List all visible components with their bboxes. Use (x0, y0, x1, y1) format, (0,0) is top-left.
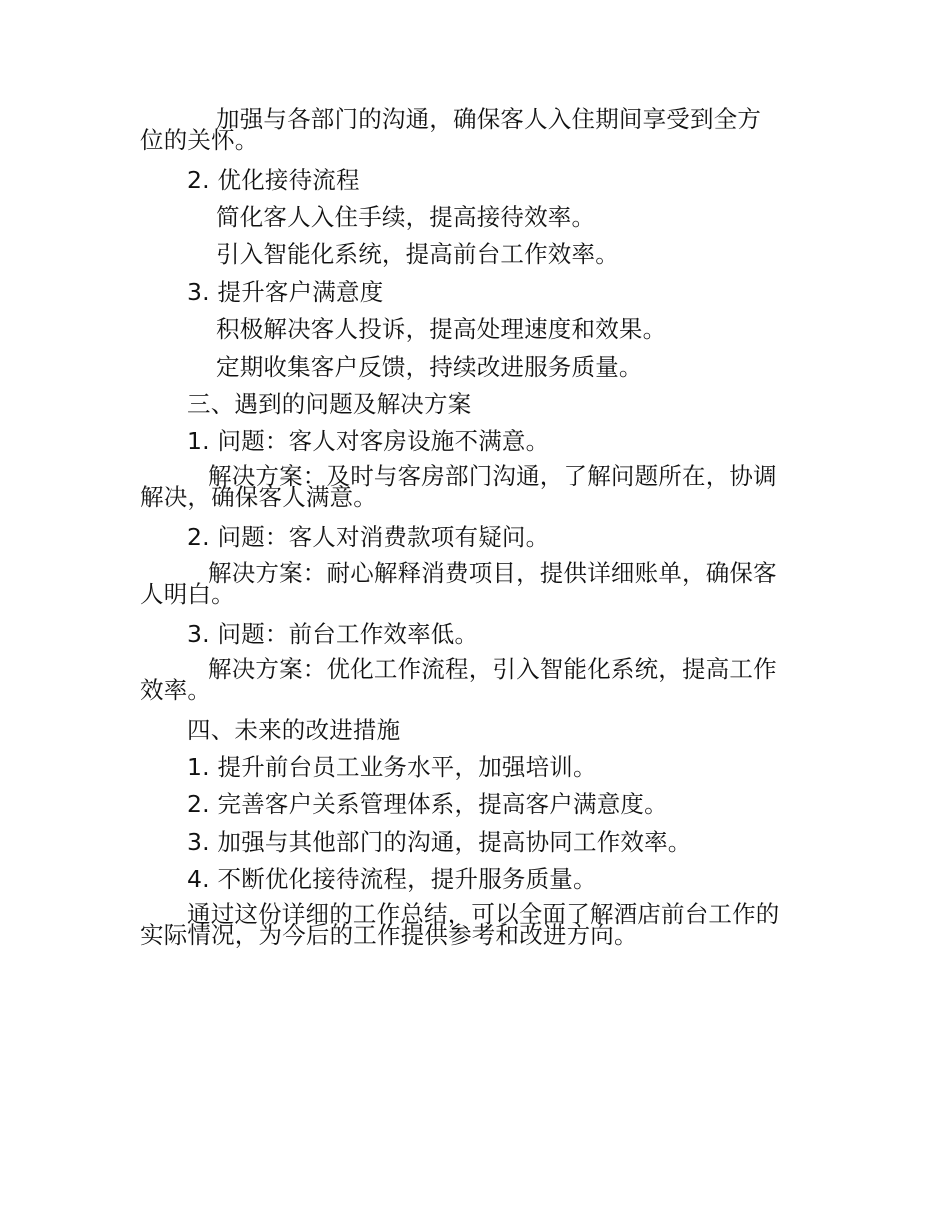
issue-solution-line-1: 解决方案：优化工作流程，引入智能化系统，提高工作 (208, 655, 777, 683)
section2-item-point: 引入智能化系统，提高前台工作效率。 (216, 240, 619, 268)
conclusion-line-2: 实际情况，为今后的工作提供参考和改进方向。 (140, 921, 638, 949)
section2-item-heading: 3. 提升客户满意度 (187, 278, 384, 306)
issue-solution-line-1: 解决方案：耐心解释消费项目，提供详细账单，确保客 (208, 559, 777, 587)
improvement-item: 1. 提升前台员工业务水平，加强培训。 (187, 753, 597, 781)
improvement-item: 4. 不断优化接待流程，提升服务质量。 (187, 865, 597, 893)
issue-problem: 3. 问题：前台工作效率低。 (187, 620, 479, 648)
improvement-item: 2. 完善客户关系管理体系，提高客户满意度。 (187, 790, 668, 818)
intro-paragraph (140, 105, 762, 154)
issue-solution-line-2: 效率。 (140, 676, 212, 704)
section2-item-point: 简化客人入住手续，提高接待效率。 (216, 203, 596, 231)
section2-item-point: 积极解决客人投诉，提高处理速度和效果。 (216, 315, 667, 343)
issue-solution (140, 559, 777, 608)
section3-title: 三、遇到的问题及解决方案 (187, 390, 472, 418)
issue-solution-line-2: 人明白。 (140, 580, 235, 608)
section2-item-point: 定期收集客户反馈，持续改进服务质量。 (216, 353, 643, 381)
intro-line-1: 加强与各部门的沟通，确保客人入住期间享受到全方 (216, 105, 762, 133)
section4-title: 四、未来的改进措施 (187, 716, 401, 744)
section2-item-heading: 2. 优化接待流程 (187, 166, 360, 194)
improvement-item: 3. 加强与其他部门的沟通，提高协同工作效率。 (187, 828, 692, 856)
issue-problem: 1. 问题：客人对客房设施不满意。 (187, 427, 550, 455)
issue-solution (140, 462, 777, 511)
conclusion-paragraph (140, 900, 780, 949)
issue-problem: 2. 问题：客人对消费款项有疑问。 (187, 523, 550, 551)
issue-solution (140, 655, 777, 704)
issue-solution-line-2: 解决，确保客人满意。 (140, 483, 377, 511)
intro-line-2: 位的关怀。 (140, 126, 259, 154)
issue-solution-line-1: 解决方案：及时与客房部门沟通，了解问题所在，协调 (208, 462, 777, 490)
conclusion-line-1: 通过这份详细的工作总结，可以全面了解酒店前台工作的 (187, 900, 780, 928)
